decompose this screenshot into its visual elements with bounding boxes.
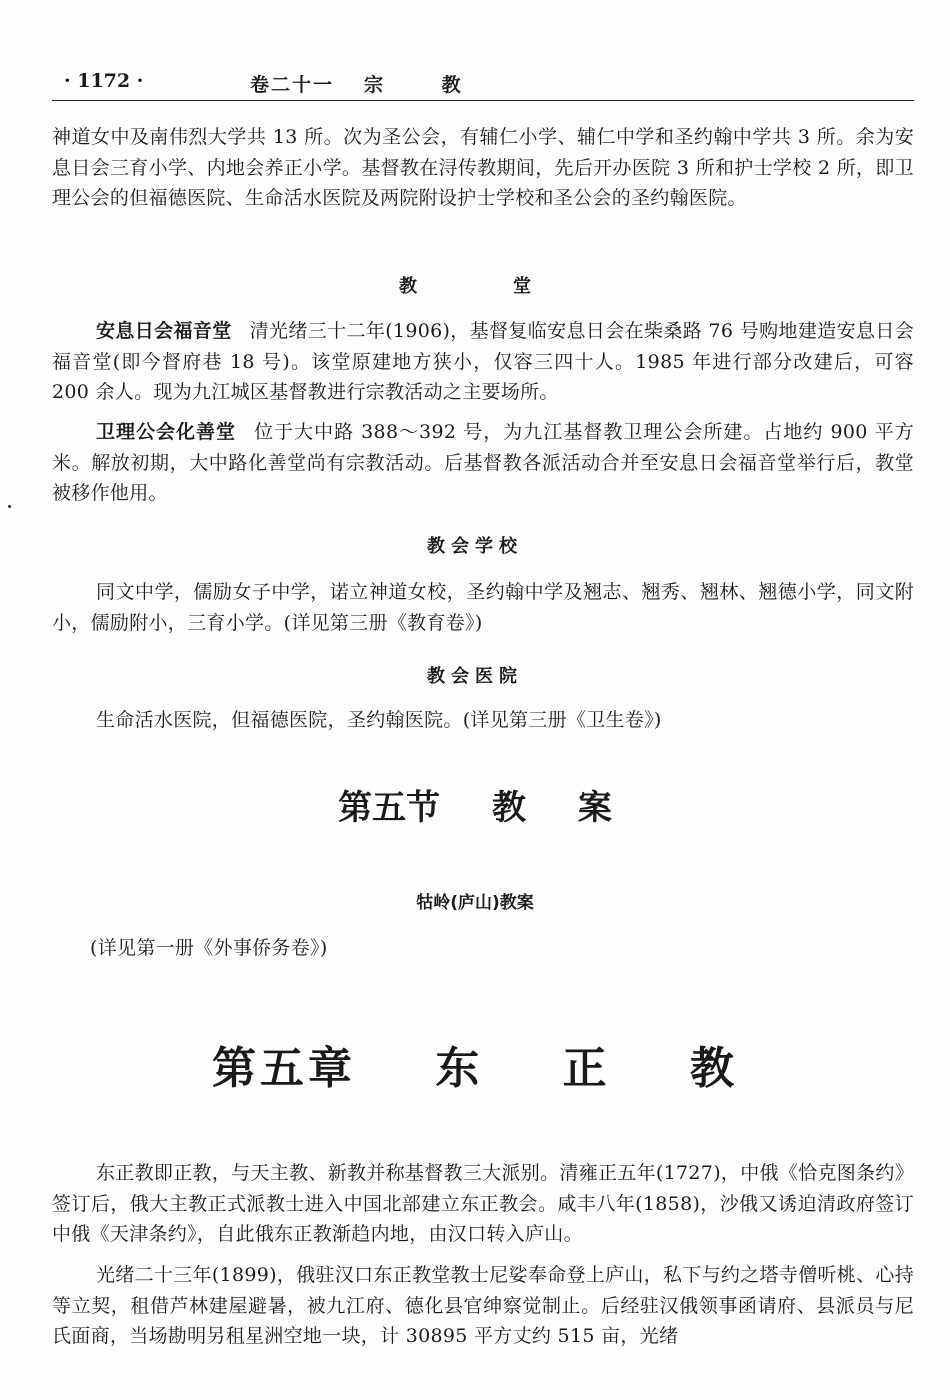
page-header [52,66,914,101]
orthodox-paragraph-1: 东正教即正教，与天主教、新教并称基督教三大派别。清雍正五年(1727)，中俄《恰克图条约》签订后，俄大主教正式派教士进入中国北部建立东正教会。咸丰八年(1858)，沙俄又诱迫清政府签订中俄《天津条约》，自此俄东正教渐趋内地，由汉口转入庐山。 [52,1162,914,1245]
heading-churches: 教 堂 [399,276,551,297]
section-title: 宗 教 [364,74,487,96]
scan-speck [8,505,11,508]
case-heading: 牯岭(庐山)教案 [416,893,534,913]
heading-hospitals: 教会医院 [427,666,523,687]
section-5-title: 第五节 教 案 [338,788,612,828]
hospitals-paragraph: 生命活水医院，但福德医院，圣约翰医院。(详见第三册《卫生卷》) [96,709,662,731]
church-paragraph-1 [52,316,914,408]
church-text-2: 位于大中路 388～392 号，为九江基督教卫理公会所建。占地约 900 平方米。解放初期，大中路化善堂尚有宗教活动。后基督教各派活动合并至安息日会福音堂举行后，教堂被移作他用。 [52,421,915,504]
church-name-1: 安息日会福音堂 [96,320,232,342]
church-text-1: 清光绪三十二年(1906)，基督复临安息日会在柴桑路 76 号购地建造安息日会福音堂(即今督府巷 18 号)。该堂原建地方狭小，仅容三四十人。1985 年进行部分改建后，可容 200 余人。现为九江城区基督教进行宗教活动之主要场所。 [52,320,914,403]
chapter-title: 第五章 东 正 教 [212,1043,738,1094]
page-number: · 1172 · [64,70,144,92]
paragraph-top: 神道女中及南伟烈大学共 13 所。次为圣公会，有辅仁小学、辅仁中学和圣约翰中学共 3 所。余为安息日会三育小学、内地会养正小学。基督教在浔传教期间，先后开办医院 3 所和护士学校 2 所，即卫理公会的但福德医院、生命活水医院及两院附设护士学校和圣公会的圣约翰医院。 [52,126,914,209]
case-paragraph: (详见第一册《外事侨务卷》) [90,937,328,959]
orthodox-paragraph-2: 光绪二十三年(1899)，俄驻汉口东正教堂教士尼娑奉命登上庐山，私下与约之塔寺僧听桃、心持等立契，租借芦林建屋避暑，被九江府、德化县官绅察觉制止。后经驻汉俄领事函请府、县派员与尼氏面商，当场勘明另租星洲空地一块，计 30895 平方丈约 515 亩，光绪 [52,1264,914,1347]
heading-schools: 教会学校 [427,536,523,557]
schools-paragraph: 同文中学，儒励女子中学，诺立神道女校，圣约翰中学及翘志、翘秀、翘林、翘德小学，同文附小，儒励附小，三育小学。(详见第三册《教育卷》) [52,581,914,634]
church-name-2: 卫理公会化善堂 [96,421,237,443]
volume-title: 卷二十一 [250,74,335,96]
church-paragraph-2 [52,417,914,509]
